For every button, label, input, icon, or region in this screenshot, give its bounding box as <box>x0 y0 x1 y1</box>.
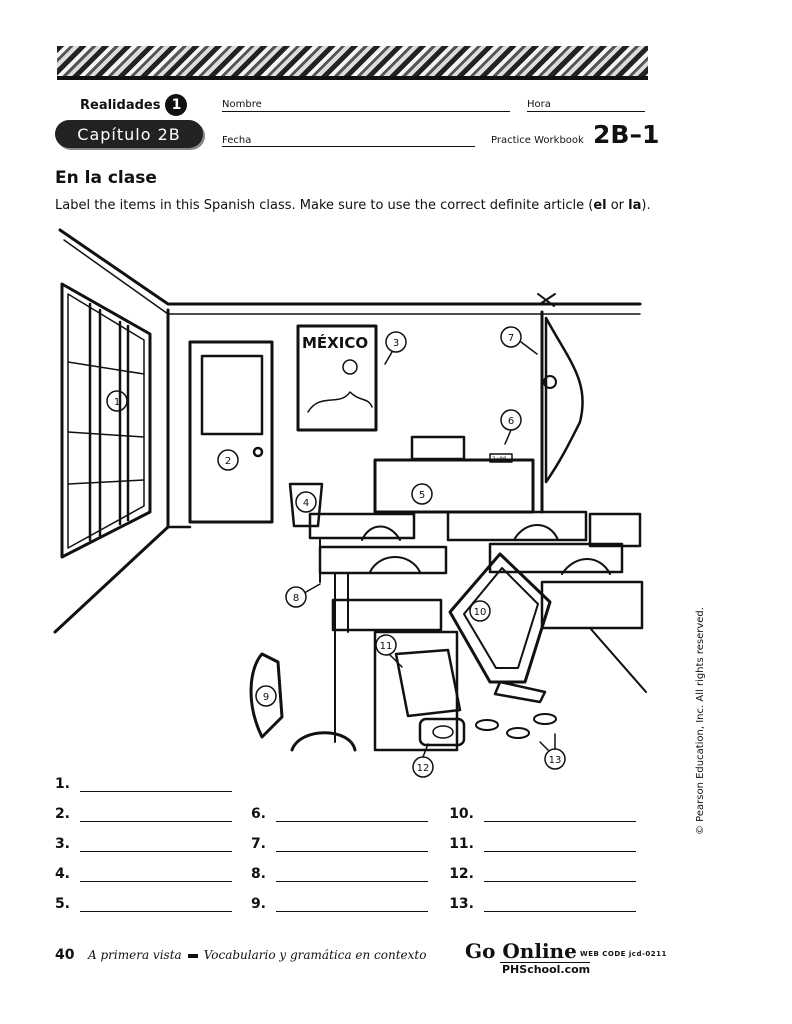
callout-5: 5 <box>418 490 426 501</box>
nombre-label: Nombre <box>222 99 262 110</box>
answer-row-8: 8. <box>236 866 436 882</box>
answer-row-4: 4. <box>40 866 240 882</box>
answer-blank-10[interactable] <box>484 807 636 822</box>
answer-blank-13[interactable] <box>484 897 636 912</box>
copyright-notice: © Pearson Education, Inc. All rights reserved. <box>695 607 706 835</box>
answer-blank-7[interactable] <box>276 837 428 852</box>
separator-bar <box>188 954 198 958</box>
answer-blank-9[interactable] <box>276 897 428 912</box>
book-title-line <box>88 948 426 962</box>
answer-row-3: 3. <box>40 836 240 852</box>
answer-row-11: 11. <box>440 836 640 852</box>
hora-label: Hora <box>527 99 551 110</box>
answer-blank-12[interactable] <box>484 867 636 882</box>
callout-11: 11 <box>379 641 393 652</box>
classroom-illustration <box>50 222 650 774</box>
fecha-label: Fecha <box>222 135 252 146</box>
answer-row-5: 5. <box>40 896 240 912</box>
answer-row-2: 2. <box>40 806 240 822</box>
book-subtitle: Vocabulario y gramática en contexto <box>203 948 427 962</box>
callout-10: 10 <box>473 607 487 618</box>
answer-row-13: 13. <box>440 896 640 912</box>
callout-8: 8 <box>292 593 300 604</box>
answer-row-6: 6. <box>236 806 436 822</box>
level-badge: 1 <box>165 94 187 116</box>
answer-blank-3[interactable] <box>80 837 232 852</box>
answer-blank-2[interactable] <box>80 807 232 822</box>
callout-13: 13 <box>548 755 562 766</box>
answer-blank-8[interactable] <box>276 867 428 882</box>
callout-2: 2 <box>224 456 232 467</box>
answer-blank-1[interactable] <box>80 777 232 792</box>
callout-1: 1 <box>113 397 121 408</box>
answer-blank-6[interactable] <box>276 807 428 822</box>
answer-blank-11[interactable] <box>484 837 636 852</box>
answer-row-7: 7. <box>236 836 436 852</box>
series-name: Realidades <box>80 97 161 113</box>
book-title: A primera vista <box>88 948 182 962</box>
poster-text: MÉXICO <box>302 334 369 352</box>
answer-row-1: 1. <box>40 776 240 792</box>
clock-text: 2:00 <box>492 456 507 463</box>
page-number: 40 <box>55 947 75 963</box>
nombre-field[interactable] <box>222 111 510 112</box>
hora-field[interactable] <box>527 111 645 112</box>
callout-6: 6 <box>507 416 515 427</box>
answer-blank-5[interactable] <box>80 897 232 912</box>
practice-workbook-label: Practice Workbook <box>491 135 584 146</box>
answer-row-9: 9. <box>236 896 436 912</box>
phschool-link[interactable]: PHSchool.com <box>502 963 591 976</box>
instructions: Label the items in this Spanish class. Make sure to use the correct definite article (el or la). <box>55 198 651 213</box>
callout-3: 3 <box>392 338 400 349</box>
go-online-logo: Go Online <box>465 939 577 963</box>
page-code: 2B–1 <box>593 120 660 149</box>
callout-4: 4 <box>302 498 310 509</box>
web-code: WEB CODE jcd-0211 <box>580 950 667 958</box>
answer-blank-4[interactable] <box>80 867 232 882</box>
series-label <box>80 94 187 116</box>
callout-12: 12 <box>416 763 430 774</box>
callout-7: 7 <box>507 333 515 344</box>
fecha-field[interactable] <box>222 146 475 147</box>
callout-9: 9 <box>262 692 270 703</box>
answer-row-10: 10. <box>440 806 640 822</box>
chapter-badge: Capítulo 2B <box>55 120 203 148</box>
answer-row-12: 12. <box>440 866 640 882</box>
decorative-banner <box>57 46 648 80</box>
page-title: En la clase <box>55 168 157 188</box>
